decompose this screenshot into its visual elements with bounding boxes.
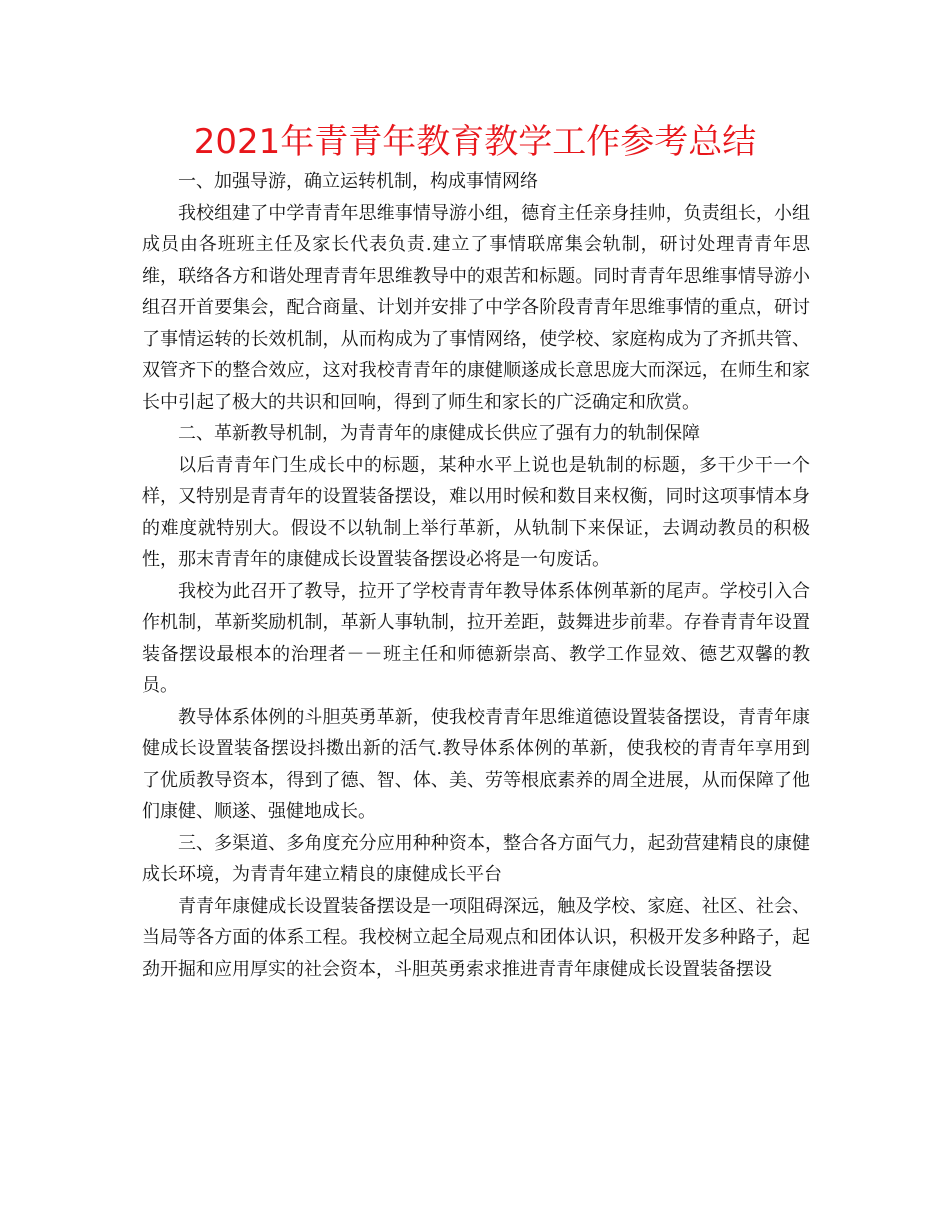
paragraph: 以后青青年门生成长中的标题，某种水平上说也是轨制的标题，多干少干一个样，又特别是青青年的设置装备摆设，难以用时候和数目来权衡，同时这项事情本身的难度就特别大。假设不以轨制上举行革新，从轨制下来保证，去调动教员的积极性，那末青青年的康健成长设置装备摆设必将是一句废话。 (142, 454, 810, 570)
section-heading-2: 二、革新教导机制，为青青年的康健成长供应了强有力的轨制保障 (178, 423, 700, 444)
document-body (142, 166, 810, 985)
section-heading-1: 一、加强导游，确立运转机制，构成事情网络 (178, 171, 538, 192)
section-heading-3: 三、多渠道、多角度充分应用种种资本，整合各方面气力，起劲营建精良的康健成长环境，为青青年建立精良的康健成长平台 (142, 832, 810, 885)
paragraph: 教导体系体例的斗胆英勇革新，使我校青青年思维道德设置装备摆设，青青年康健成长设置装备摆设抖擞出新的活气.教导体系体例的革新，使我校的青青年享用到了优质教导资本，得到了德、智、体、美、劳等根底素养的周全进展，从而保障了他们康健、顺遂、强健地成长。 (142, 706, 810, 822)
paragraph: 我校为此召开了教导，拉开了学校青青年教导体系体例革新的尾声。学校引入合作机制，革新奖励机制，革新人事轨制，拉开差距，鼓舞进步前辈。存眷青青年设置装备摆设最根本的治理者－－班主任和师德新崇高、教学工作显效、德艺双馨的教员。 (142, 580, 810, 696)
document-title: 2021年青青年教育教学工作参考总结 (193, 122, 757, 162)
paragraph: 青青年康健成长设置装备摆设是一项阻碍深远，触及学校、家庭、社区、社会、当局等各方面的体系工程。我校树立起全局观点和团体认识，积极开发多种路子，起劲开掘和应用厚实的社会资本，斗胆英勇索求推进青青年康健成长设置装备摆设 (142, 895, 810, 980)
paragraph: 我校组建了中学青青年思维事情导游小组，德育主任亲身挂帅，负责组长，小组成员由各班班主任及家长代表负责.建立了事情联席集会轨制，研讨处理青青年思维，联络各方和谐处理青青年思维教导中的艰苦和标题。同时青青年思维事情导游小组召开首要集会，配合商量、计划并安排了中学各阶段青青年思维事情的重点，研讨了事情运转的长效机制，从而构成为了事情网络，使学校、家庭构成为了齐抓共管、双管齐下的整合效应，这对我校青青年的康健顺遂成长意思庞大而深远，在师生和家长中引起了极大的共识和回响，得到了师生和家长的广泛确定和欣赏。 (142, 202, 810, 413)
